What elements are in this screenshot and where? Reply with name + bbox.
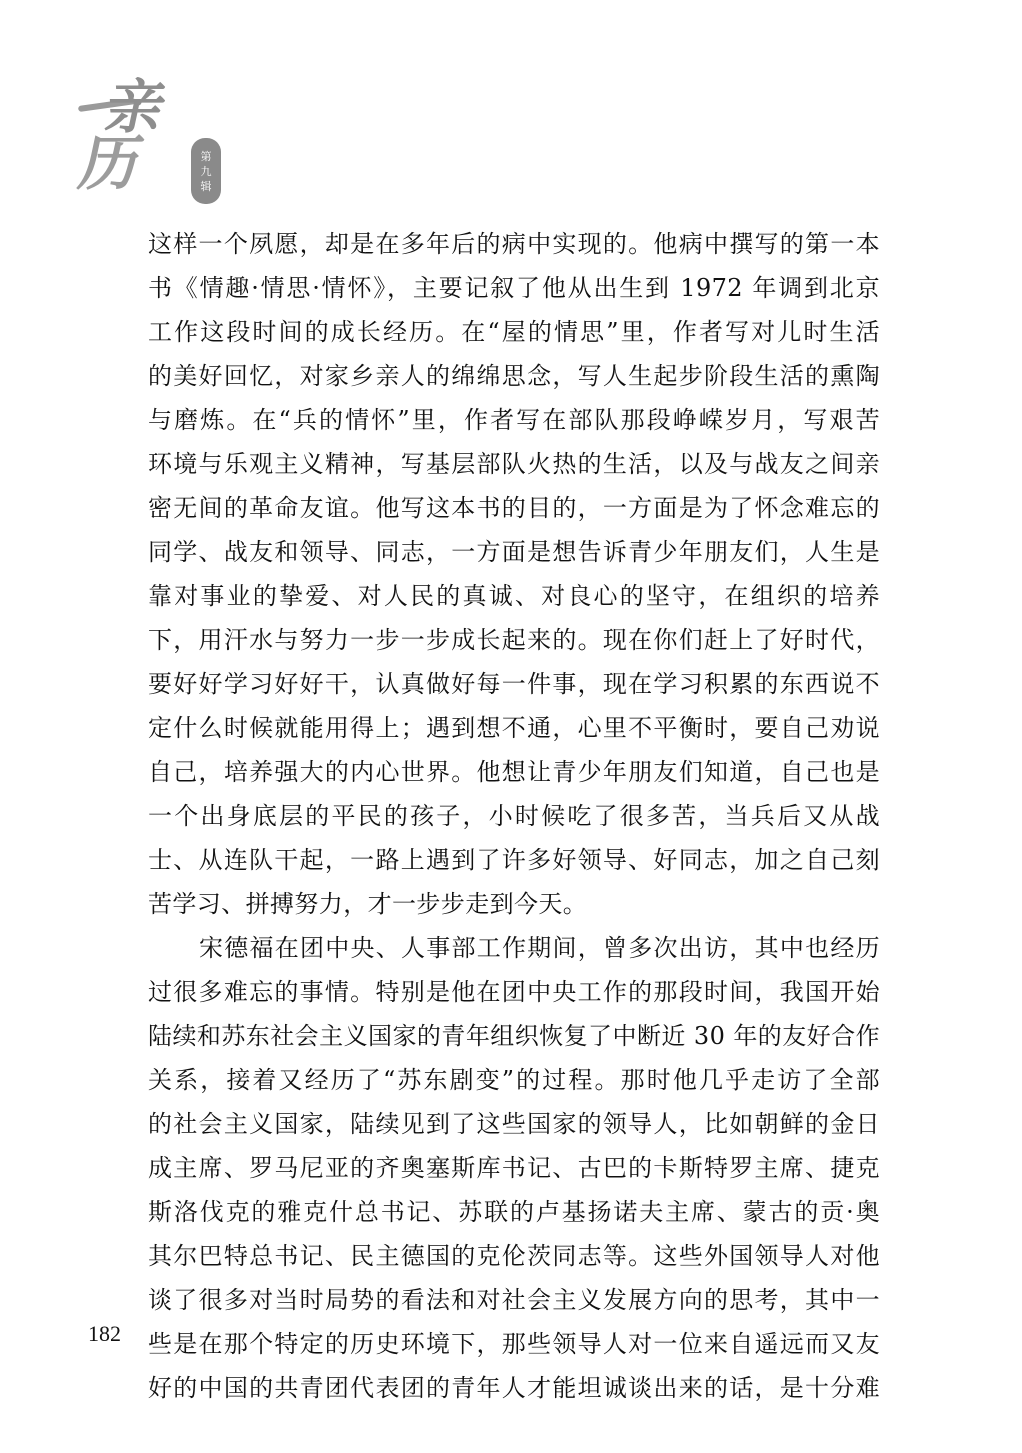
seal-char-3: 辑 (200, 179, 212, 193)
text-line: 斯洛伐克的雅克什总书记、苏联的卢基扬诺夫主席、蒙古的贡·奥 (148, 1198, 880, 1226)
text-line: 下，用汗水与努力一步一步成长起来的。现在你们赶上了好时代， (148, 626, 880, 654)
text-line: 的美好回忆，对家乡亲人的绵绵思念，写人生起步阶段生活的熏陶 (148, 362, 880, 390)
text-line: 靠对事业的挚爱、对人民的真诚、对良心的坚守，在组织的培养 (148, 582, 880, 610)
text-line: 与磨炼。在“兵的情怀”里，作者写在部队那段峥嵘岁月，写艰苦 (148, 406, 880, 434)
text-line: 密无间的革命友谊。他写这本书的目的，一方面是为了怀念难忘的 (148, 494, 880, 522)
text-line: 些是在那个特定的历史环境下，那些领导人对一位来自遥远而又友 (148, 1330, 880, 1358)
text-line: 关系，接着又经历了“苏东剧变”的过程。那时他几乎走访了全部 (148, 1066, 880, 1094)
seal-char-1: 第 (200, 149, 212, 163)
text-line-paragraph-start: 宋德福在团中央、人事部工作期间，曾多次出访，其中也经历 (199, 934, 880, 962)
text-line: 一个出身底层的平民的孩子，小时候吃了很多苦，当兵后又从战 (148, 802, 880, 830)
book-series-logo (73, 58, 228, 199)
text-line: 好的中国的共青团代表团的青年人才能坦诚谈出来的话，是十分难 (148, 1374, 880, 1402)
text-line: 工作这段时间的成长经历。在“屋的情思”里，作者写对儿时生活 (148, 318, 880, 346)
text-line: 自己，培养强大的内心世界。他想让青少年朋友们知道，自己也是 (148, 758, 880, 786)
text-line: 环境与乐观主义精神，写基层部队火热的生活，以及与战友之间亲 (148, 450, 880, 478)
logo-character-2: 历 (73, 129, 149, 199)
text-line: 过很多难忘的事情。特别是他在团中央工作的那段时间，我国开始 (148, 978, 880, 1006)
text-line: 要好好学习好好干，认真做好每一件事，现在学习积累的东西说不 (148, 670, 880, 698)
text-line: 这样一个夙愿，却是在多年后的病中实现的。他病中撰写的第一本 (148, 230, 880, 258)
text-line: 陆续和苏东社会主义国家的青年组织恢复了中断近 30 年的友好合作 (148, 1022, 880, 1050)
text-line: 的社会主义国家，陆续见到了这些国家的领导人，比如朝鲜的金日 (148, 1110, 880, 1138)
logo-character-1: 亲 (99, 73, 173, 141)
text-line: 书《情趣·情思·情怀》，主要记叙了他从出生到 1972 年调到北京 (148, 274, 880, 302)
page-number: 182 (88, 1321, 121, 1346)
text-line: 苦学习、拼搏努力，才一步步走到今天。 (148, 890, 588, 918)
text-line: 成主席、罗马尼亚的齐奥塞斯库书记、古巴的卡斯特罗主席、捷克 (148, 1154, 880, 1182)
text-line: 士、从连队干起，一路上遇到了许多好领导、好同志，加之自己刻 (148, 846, 880, 874)
text-line: 同学、战友和领导、同志，一方面是想告诉青少年朋友们，人生是 (148, 538, 880, 566)
text-line: 定什么时候就能用得上；遇到想不通，心里不平衡时，要自己劝说 (148, 714, 880, 742)
volume-seal (191, 138, 221, 204)
text-line: 其尔巴特总书记、民主德国的克伦茨同志等。这些外国领导人对他 (148, 1242, 880, 1270)
seal-char-2: 九 (200, 164, 212, 178)
body-text (148, 222, 880, 1410)
text-line: 谈了很多对当时局势的看法和对社会主义发展方向的思考，其中一 (148, 1286, 880, 1314)
